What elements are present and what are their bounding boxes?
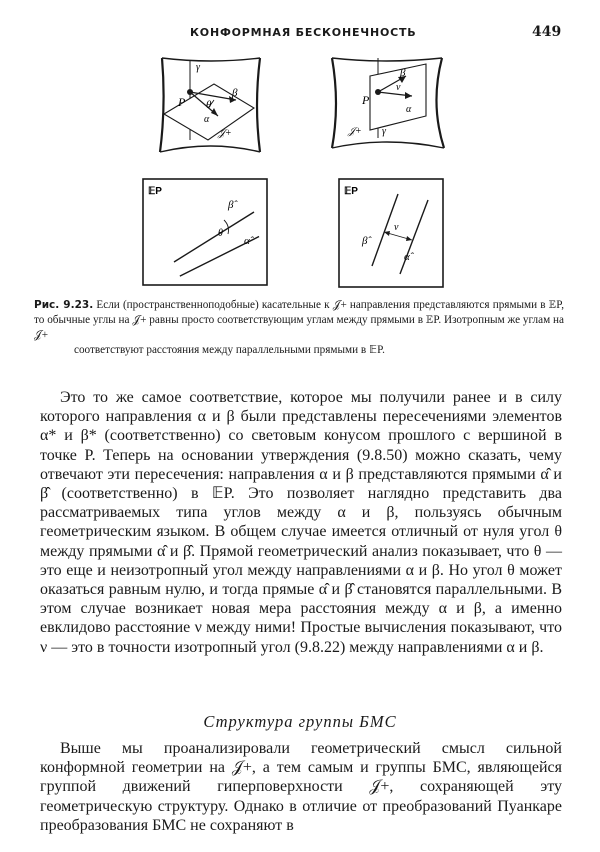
label-nu: ν xyxy=(394,222,399,233)
label-gamma: γ xyxy=(382,126,386,137)
label-alpha-hat: α̂ xyxy=(404,251,410,263)
figure-caption xyxy=(34,298,564,358)
figure-label: Рис. 9.23. xyxy=(34,299,94,311)
label-scri: 𝒥+ xyxy=(218,128,232,139)
caption-last-line: соответствуют расстояния между параллельными прямыми в 𝔼P. xyxy=(74,344,385,356)
label-space: 𝔼P xyxy=(148,186,162,197)
label-p: P xyxy=(178,95,186,109)
figure-surface-theta xyxy=(156,56,266,156)
label-beta-hat: β̂ xyxy=(228,199,234,211)
label-beta-hat: β̂ xyxy=(362,235,368,247)
caption-text: Если (пространственноподобные) касательные к 𝒥+ направления представляются прямыми в 𝔼P, то обычные углы на 𝒥+ равны просто соответствующим углам между прямыми в 𝔼P. Изотропным же углам на 𝒥+ xyxy=(34,299,564,341)
label-alpha-hat: α̂ xyxy=(244,235,250,247)
paragraph: Это то же самое соответствие, которое мы получили ранее и в силу которого направления α и β были представлены пересечениями элементов α* и β* (соответственно) со световым конусом прошлого с вершиной в точке P. Теперь на основании утверждения (9.8.50) можно сказать, чему отвечают эти пересечения: направления α и β представляются прямыми α̂ и β̂ (соответственно) в 𝔼P. Это позволяет наглядно представить два рассматриваемых типа углов между α и β, пользуясь обычным геометрическим языком. В общем случае имеется отличный от нуля угол θ между прямыми α̂ и β̂. Прямой геометрический анализ показывает, что θ — это еще и неизотропный угол между направлениями α и β. Но угол θ может оказаться равным нулю, и тогда прямые α̂ и β̂ становятся параллельными. В этом случае возникает новая мера расстояния между α и β, а именно евклидово расстояние ν между ними! Простые вычисления показывают, что ν — это в точности изотропный угол (9.8.22) между направлениями α и β. xyxy=(40,389,562,656)
paragraph: Выше мы проанализировали геометрический смысл сильной конформной геометрии на 𝒥+, а тем самым и группы БМС, являющейся группой движений гиперповерхности 𝒥+, сохраняющей эту геометрическую структуру. Однако в отличие от преобразований Пуанкаре преобразования БМС не сохраняют в xyxy=(40,740,562,834)
label-nu: ν xyxy=(396,82,401,93)
label-theta: θ xyxy=(218,228,223,239)
label-alpha: α xyxy=(406,104,412,115)
label-alpha: α xyxy=(204,114,210,125)
label-beta: β xyxy=(400,67,406,79)
label-space: 𝔼P xyxy=(344,186,358,197)
page-number: 449 xyxy=(532,24,562,40)
figure-surface-nu xyxy=(326,54,448,154)
label-gamma: γ xyxy=(196,62,200,73)
label-beta: β xyxy=(232,87,238,99)
figure-plane-nu xyxy=(338,178,444,288)
label-scri: 𝒥+ xyxy=(348,126,362,137)
label-theta: θ xyxy=(206,99,212,111)
running-head: КОНФОРМНАЯ БЕСКОНЕЧНОСТЬ xyxy=(190,26,417,39)
figure-plane-theta xyxy=(142,178,268,286)
section-heading: Структура группы БМС xyxy=(203,712,397,731)
label-p: P xyxy=(362,93,370,107)
